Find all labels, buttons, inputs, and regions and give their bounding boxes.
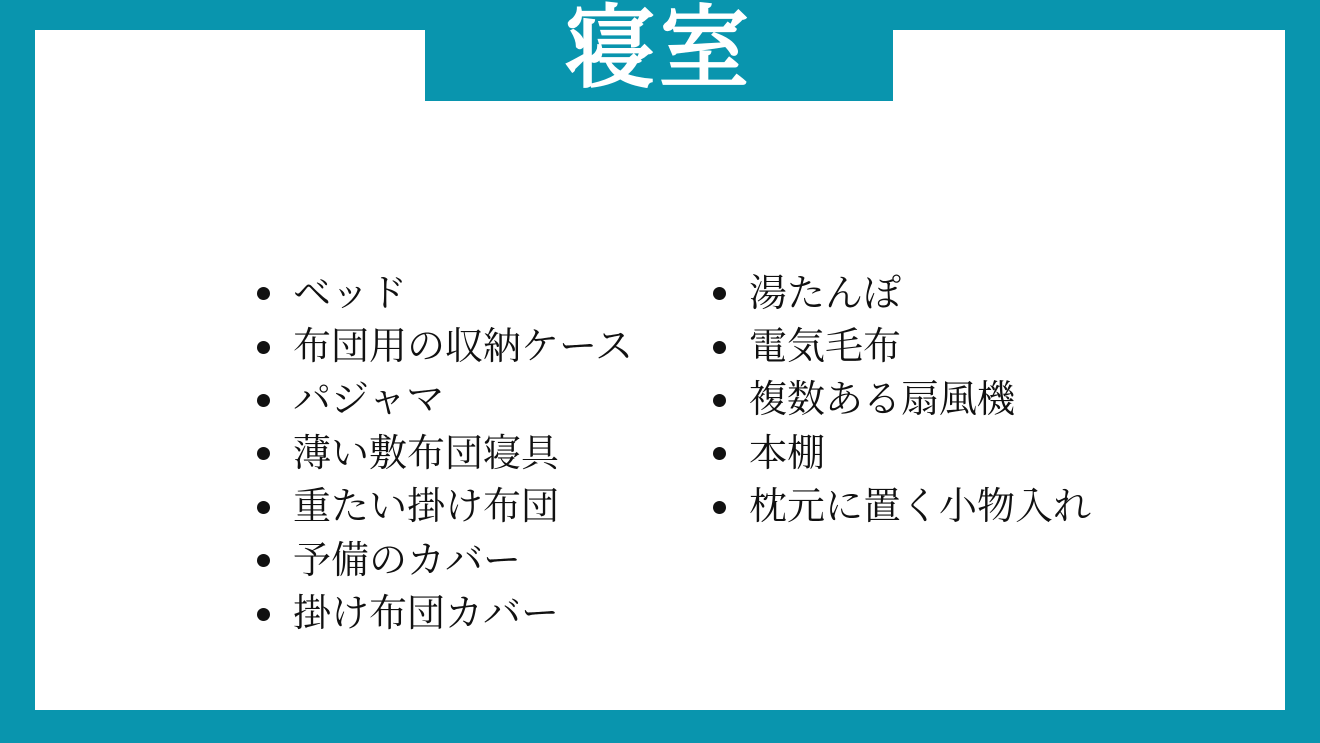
content-panel: [35, 30, 1285, 710]
bullet-dot-icon: [713, 341, 726, 354]
list-item-label: 布団用の収納ケース: [293, 326, 634, 369]
list-item: [257, 320, 633, 373]
list-item: [713, 320, 1091, 373]
list-item-label: ベッド: [293, 272, 408, 315]
list-item-label: 枕元に置く小物入れ: [749, 486, 1092, 529]
list-item: [257, 481, 633, 534]
bullet-dot-icon: [257, 394, 270, 407]
list-item-label: パジャマ: [293, 379, 445, 422]
list-item: [713, 267, 1091, 320]
list-item-label: 掛け布団カバー: [293, 593, 560, 636]
bullet-dot-icon: [713, 447, 726, 460]
list-item-label: 湯たんぽ: [749, 272, 902, 315]
list-item: [713, 481, 1091, 534]
list-item-label: 本棚: [749, 432, 826, 475]
list-item: [257, 374, 633, 427]
list-item: [257, 534, 633, 587]
list-item-label: 電気毛布: [749, 326, 902, 369]
list-column-left: [257, 267, 633, 641]
list-item: [257, 587, 633, 640]
list-item-label: 複数ある扇風機: [749, 379, 1016, 422]
list-item: [257, 427, 633, 480]
bullet-dot-icon: [257, 341, 270, 354]
list-item: [257, 267, 633, 320]
list-item-label: 薄い敷布団寝具: [293, 432, 560, 475]
bullet-dot-icon: [257, 447, 270, 460]
bullet-dot-icon: [713, 501, 726, 514]
bullet-dot-icon: [257, 287, 270, 300]
list-column-right: [713, 267, 1091, 534]
title-banner: [425, 0, 893, 101]
page-title: 寝室: [565, 0, 753, 99]
bullet-dot-icon: [713, 287, 726, 300]
bullet-dot-icon: [257, 608, 270, 621]
list-item-label: 重たい掛け布団: [293, 486, 560, 529]
bullet-dot-icon: [257, 554, 270, 567]
list-item: [713, 427, 1091, 480]
list-item: [713, 374, 1091, 427]
list-item-label: 予備のカバー: [293, 539, 522, 582]
bullet-dot-icon: [257, 501, 270, 514]
bullet-dot-icon: [713, 394, 726, 407]
